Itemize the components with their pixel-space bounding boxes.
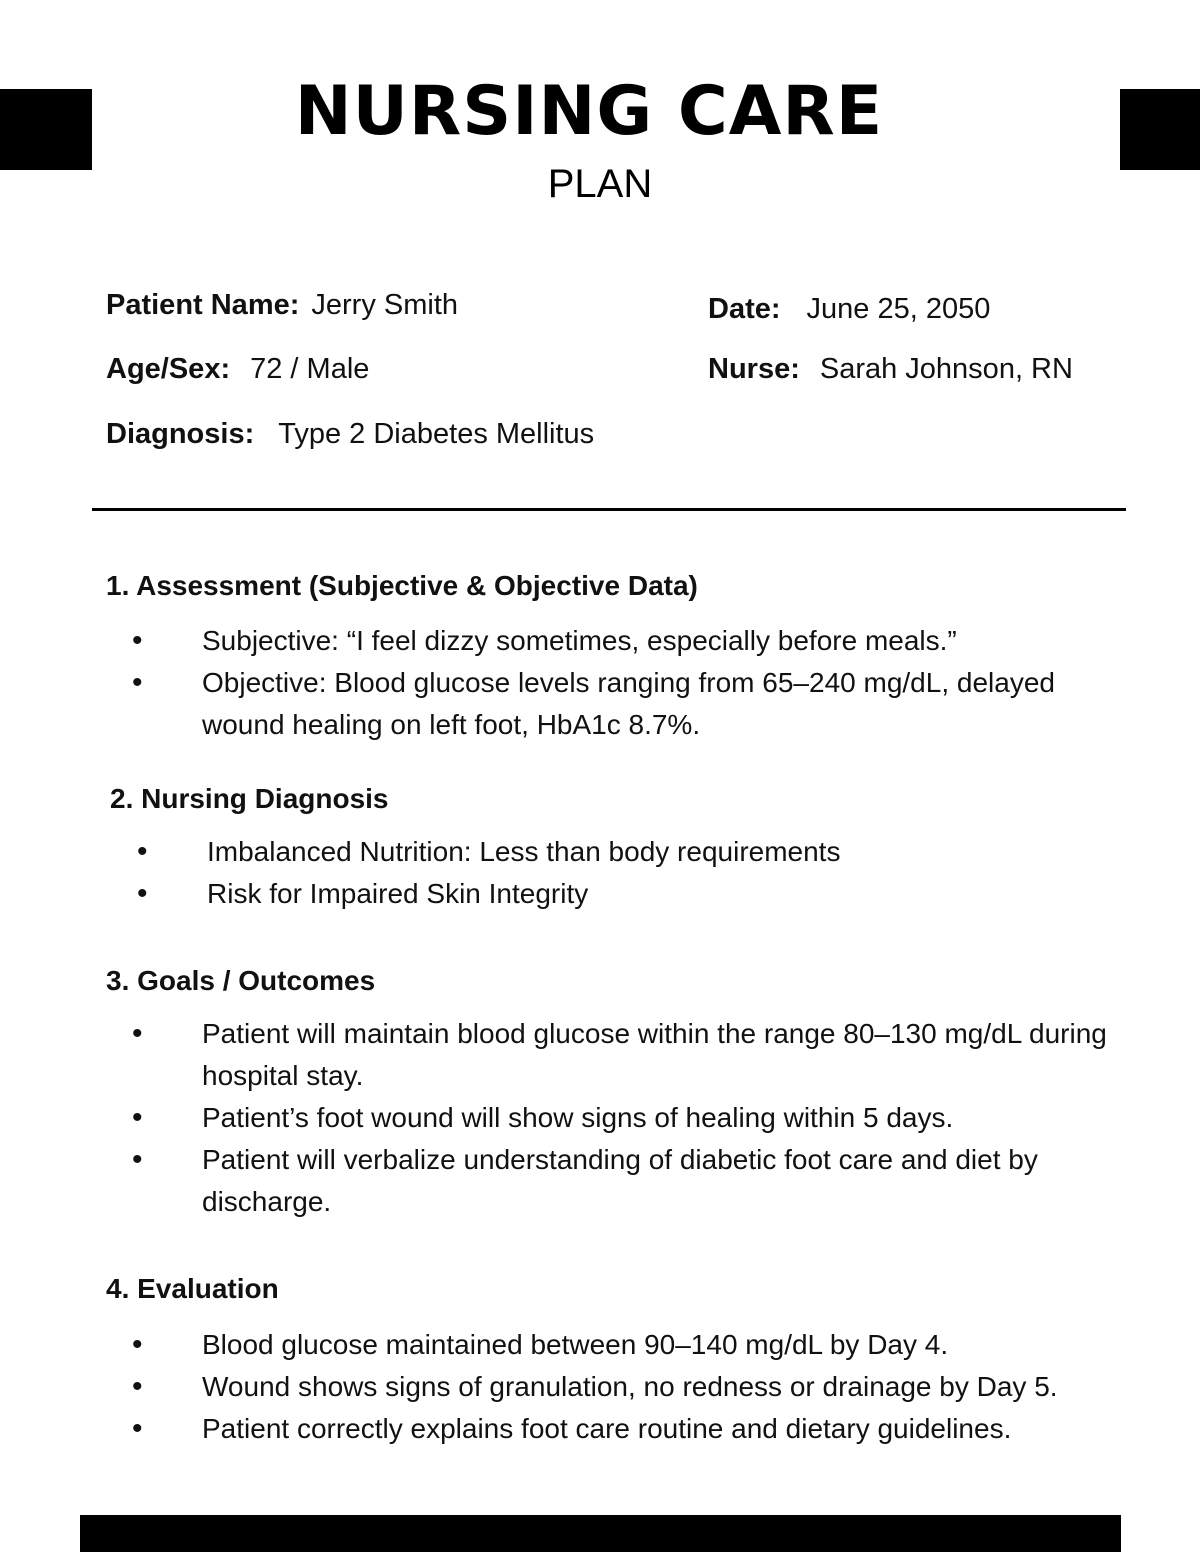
- diagnosis-value: Type 2 Diabetes Mellitus: [278, 418, 595, 450]
- nurse-label: Nurse:: [708, 353, 800, 385]
- list-item: • Patient correctly explains foot care routine and dietary guidelines.: [106, 1408, 1186, 1450]
- goals-list: [106, 1013, 1126, 1223]
- assessment-heading: 1. Assessment (Subjective & Objective Data): [106, 570, 698, 601]
- date-value: June 25, 2050: [806, 293, 991, 325]
- evaluation-heading: 4. Evaluation: [106, 1273, 279, 1304]
- list-item: • Patient will maintain blood glucose within the range 80–130 mg/dL during hospital stay.: [106, 1013, 1126, 1097]
- list-item: • Wound shows signs of granulation, no redness or drainage by Day 5.: [106, 1366, 1186, 1408]
- nursing-diagnosis-heading: 2. Nursing Diagnosis: [110, 783, 389, 814]
- diagnosis-field: [106, 416, 594, 452]
- patient-name-label: Patient Name:: [106, 289, 300, 321]
- list-item: • Patient’s foot wound will show signs of healing within 5 days.: [106, 1097, 1126, 1139]
- footer-bar: [80, 1515, 1121, 1552]
- assessment-list: [106, 620, 1106, 746]
- goals-heading: 3. Goals / Outcomes: [106, 965, 376, 996]
- list-item: • Subjective: “I feel dizzy sometimes, especially before meals.”: [106, 620, 1106, 662]
- list-item: • Objective: Blood glucose levels ranging from 65–240 mg/dL, delayed wound healing on left foot, HbA1c 8.7%.: [106, 662, 1106, 746]
- document-subtitle: PLAN: [547, 162, 653, 206]
- evaluation-list: [106, 1324, 1186, 1450]
- document-title: NURSING CARE: [294, 72, 884, 151]
- age-sex-value: 72 / Male: [250, 353, 370, 385]
- list-item: • Risk for Impaired Skin Integrity: [111, 873, 1111, 915]
- divider-line: [92, 508, 1126, 511]
- nursing-diagnosis-list: [111, 831, 1111, 915]
- list-item: • Blood glucose maintained between 90–140 mg/dL by Day 4.: [106, 1324, 1186, 1366]
- age-sex-field: [106, 351, 369, 387]
- list-item: • Imbalanced Nutrition: Less than body requirements: [111, 831, 1111, 873]
- date-field: [708, 291, 990, 327]
- nurse-value: Sarah Johnson, RN: [819, 353, 1073, 385]
- patient-name-field: [106, 287, 458, 323]
- patient-name-value: Jerry Smith: [311, 289, 459, 321]
- age-sex-label: Age/Sex:: [106, 353, 231, 385]
- nurse-field: [708, 351, 1073, 387]
- list-item: • Patient will verbalize understanding of diabetic foot care and diet by discharge.: [106, 1139, 1126, 1223]
- date-label: Date:: [708, 293, 781, 325]
- diagnosis-label: Diagnosis:: [106, 418, 255, 450]
